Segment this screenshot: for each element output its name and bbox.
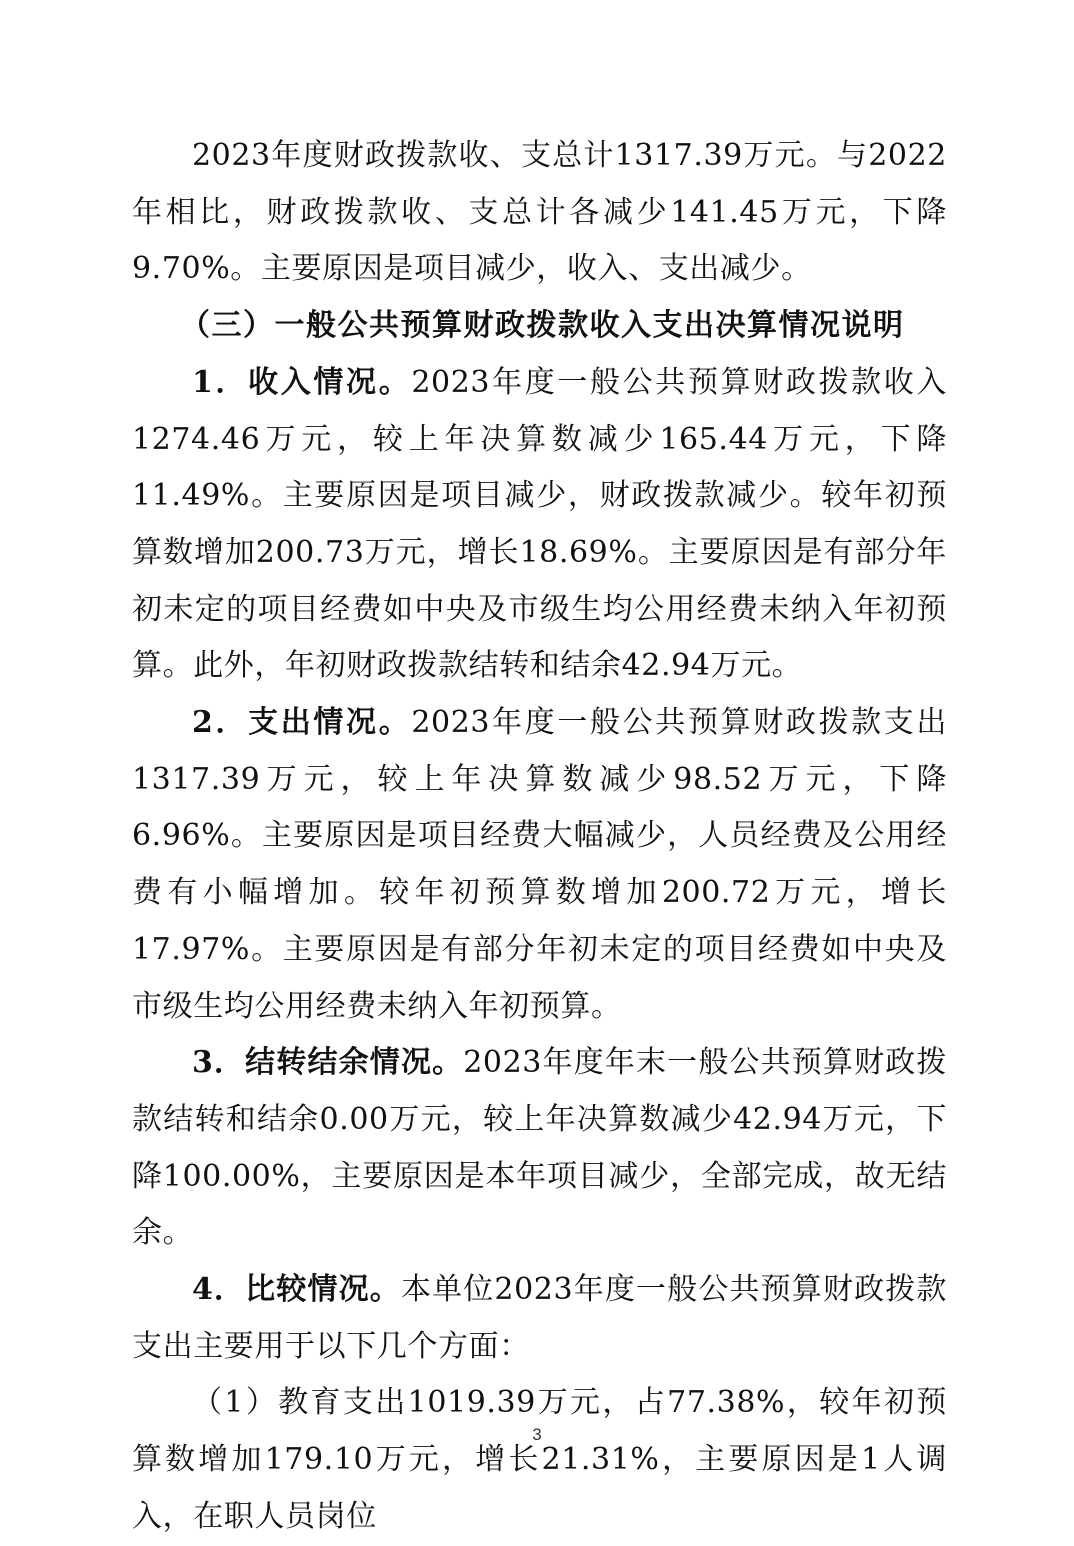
page-number: 3: [532, 1425, 542, 1444]
paragraph-expenditure: [132, 695, 947, 1035]
section-heading: [132, 298, 947, 355]
paragraph-carryover: [132, 1035, 947, 1262]
paragraph-fiscal-total: [132, 128, 947, 298]
heading-text: （三）一般公共预算财政拨款收入支出决算情况说明: [180, 308, 905, 344]
paragraph-lead: 2．支出情况。: [192, 705, 412, 741]
paragraph-text: 2023年度财政拨款收、支总计1317.39万元。与2022年相比，财政拨款收、支总计各减少141.45万元，下降9.70%。主要原因是项目减少，收入、支出减少。: [132, 138, 947, 287]
paragraph-education-spending: [132, 1375, 947, 1545]
paragraph-text: （1）教育支出1019.39万元，占77.38%，较年初预算数增加179.10万元，增长21.31%，主要原因是1人调入，在职人员岗位: [132, 1385, 947, 1534]
document-page: [132, 128, 947, 1546]
paragraph-income: [132, 355, 947, 695]
paragraph-lead: 4．比较情况。: [192, 1272, 401, 1308]
paragraph-text: 2023年度年末一般公共预算财政拨款结转和结余0.00万元，较上年决算数减少42.94万元，下降100.00%，主要原因是本年项目减少，全部完成，故无结余。: [132, 1045, 947, 1251]
paragraph-text: 2023年度一般公共预算财政拨款支出1317.39万元，较上年决算数减少98.52万元，下降6.96%。主要原因是项目经费大幅减少，人员经费及公用经费有小幅增加。较年初预算数增加200.72万元，增长17.97%。主要原因是有部分年初未定的项目经费如中央及市级生均公用经费未纳入年初预算。: [132, 705, 948, 1024]
paragraph-lead: 3．结转结余情况。: [192, 1045, 464, 1081]
paragraph-text: 本单位2023年度一般公共预算财政拨款支出主要用于以下几个方面：: [132, 1272, 947, 1364]
paragraph-comparison: [132, 1262, 947, 1375]
paragraph-text: 2023年度一般公共预算财政拨款收入1274.46万元，较上年决算数减少165.44万元，下降11.49%。主要原因是项目减少，财政拨款减少。较年初预算数增加200.73万元，增长18.69%。主要原因是有部分年初未定的项目经费如中央及市级生均公用经费未纳入年初预算。此外，年初财政拨款结转和结余42.94万元。: [132, 364, 948, 684]
paragraph-lead: 1．收入情况。: [192, 364, 412, 400]
